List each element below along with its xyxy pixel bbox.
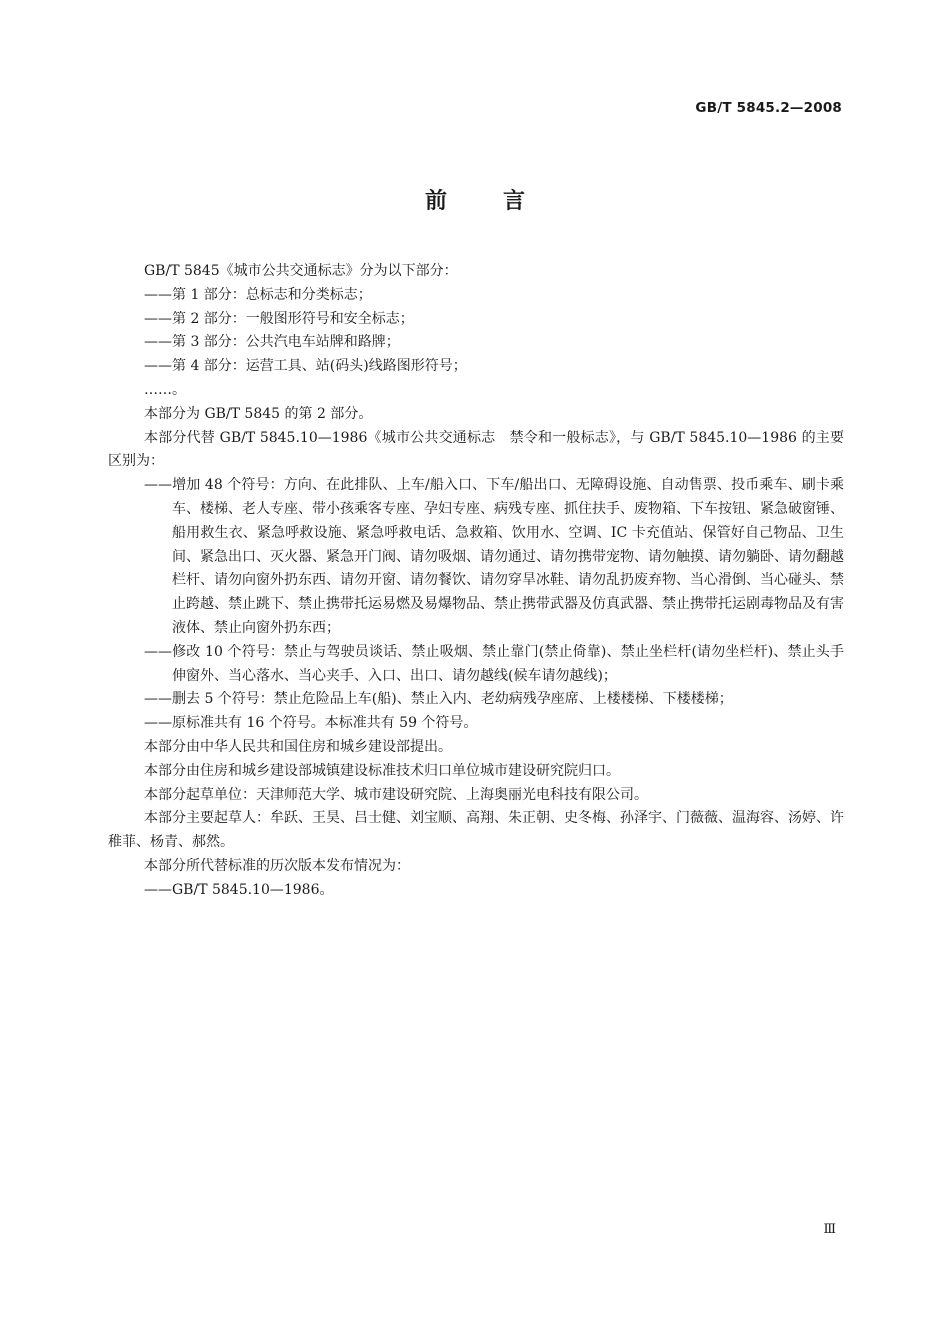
list-item: ——第 3 部分：公共汽电车站牌和路牌； xyxy=(144,334,400,351)
page-title: 前言 xyxy=(424,189,581,214)
list-item: ——第 4 部分：运营工具、站(码头)线路图形符号； xyxy=(144,358,467,375)
drafters: 本部分主要起草人：牟跃、王昊、吕士健、刘宝顺、高翔、朱正朝、史冬梅、孙泽宇、门薇薇、温海容、汤婷、许稚菲、杨青、郝然。 xyxy=(108,810,844,851)
history-statement: 本部分所代替标准的历次版本发布情况为： xyxy=(144,857,410,874)
list-item: ——原标准共有 16 个符号。本标准共有 59 个符号。 xyxy=(144,715,478,732)
list-item: ——修改 10 个符号：禁止与驾驶员谈话、禁止吸烟、禁止靠门(禁止倚靠)、禁止坐栏杆(请勿坐栏杆)、禁止头手伸窗外、当心落水、当心夹手、入口、出口、请勿越线(候车请勿越线)； xyxy=(144,643,844,684)
list-item: ——删去 5 个符号：禁止危险品上车(船)、禁止入内、老幼病残孕座席、上楼楼梯、下楼楼梯； xyxy=(144,691,733,708)
list-item: ——第 1 部分：总标志和分类标志； xyxy=(144,286,372,303)
drafting-units: 本部分起草单位：天津师范大学、城市建设研究院、上海奥丽光电科技有限公司。 xyxy=(144,786,648,803)
proposer-statement: 本部分由中华人民共和国住房和城乡建设部提出。 xyxy=(144,738,452,755)
list-item: ——GB/T 5845.10—1986。 xyxy=(144,881,334,898)
replacement-statement: 本部分代替 GB/T 5845.10—1986《城市公共交通标志 禁令和一般标志》，与 GB/T 5845.10—1986 的主要区别为： xyxy=(108,429,844,470)
standard-code: GB/T 5845.2—2008 xyxy=(695,100,842,116)
list-item: ……。 xyxy=(144,381,186,398)
list-item: ——第 2 部分：一般图形符号和安全标志； xyxy=(144,310,414,327)
foreword-body xyxy=(108,260,844,903)
list-item: ——增加 48 个符号：方向、在此排队、上车/船入口、下车/船出口、无障碍设施、自动售票、投币乘车、刷卡乘车、楼梯、老人专座、带小孩乘客专座、孕妇专座、病残专座、抓住扶手、废物箱、下车按钮、紧急破窗锤、船用救生衣、紧急呼救设施、紧急呼救电话、急救箱、饮用水、空调、IC 卡充值站、保管好自己物品、卫生间、紧急出口、灭火器、紧急开门阀、请勿吸烟、请勿通过、请勿携带宠物、请勿触摸、请勿躺卧、请勿翻越栏杆、请勿向窗外扔东西、请勿开窗、请勿餐饮、请勿穿旱冰鞋、请勿乱扔废弃物、当心滑倒、当心碰头、禁止跨越、禁止跳下、禁止携带托运易燃及易爆物品、禁止携带武器及仿真武器、禁止携带托运剧毒物品及有害液体、禁止向窗外扔东西； xyxy=(144,477,844,636)
part-statement: 本部分为 GB/T 5845 的第 2 部分。 xyxy=(144,405,373,422)
intro-paragraph: GB/T 5845《城市公共交通标志》分为以下部分： xyxy=(144,263,458,279)
page-number: Ⅲ xyxy=(823,1222,836,1237)
administrator-statement: 本部分由住房和城乡建设部城镇建设标准技术归口单位城市建设研究院归口。 xyxy=(144,762,620,779)
